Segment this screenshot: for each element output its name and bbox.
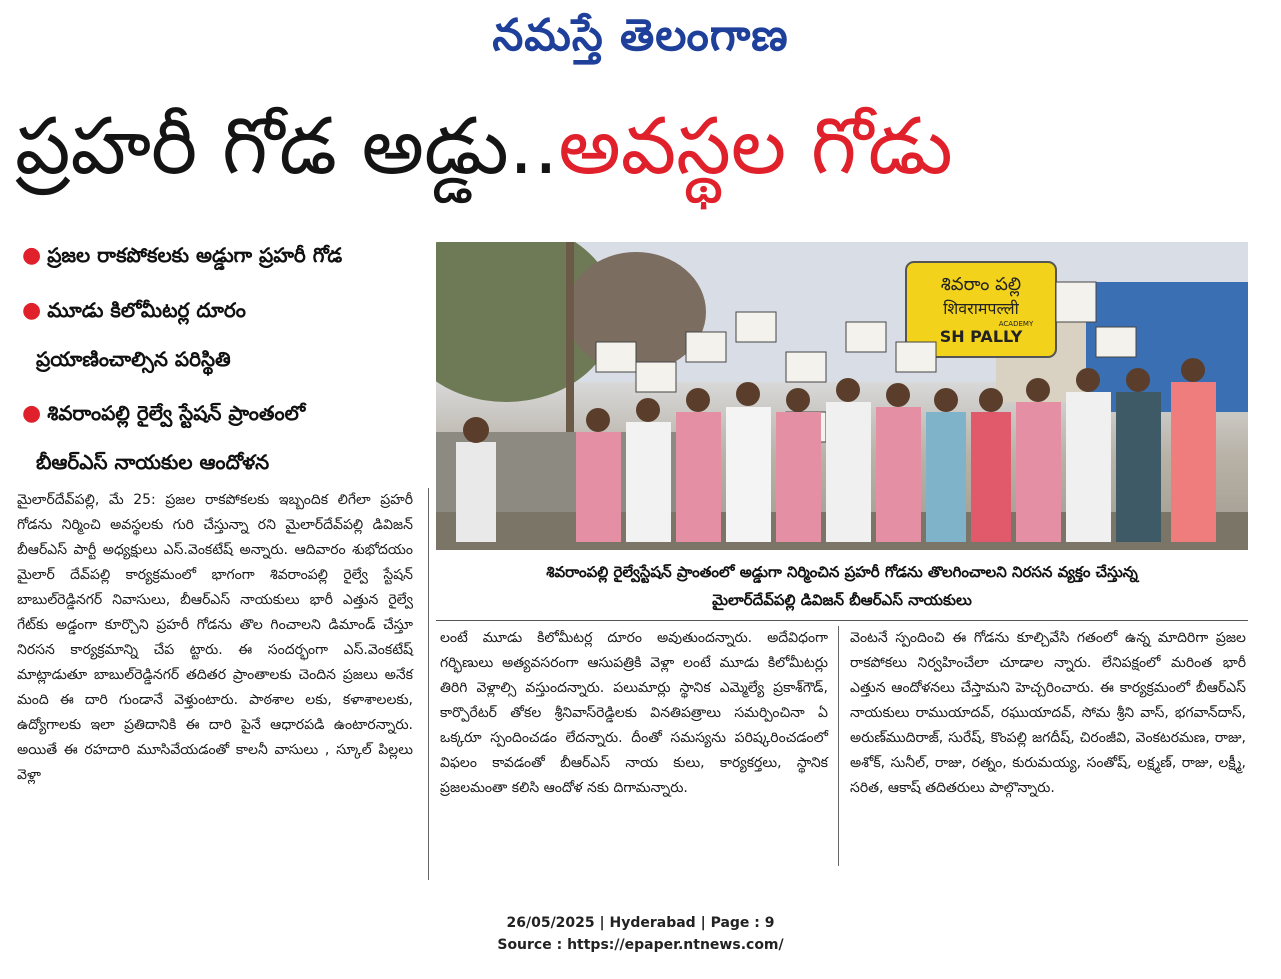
board-small: ACADEMY [998, 320, 1034, 328]
bullet-dot-icon: ● [22, 298, 42, 323]
bullet-item: ● మూడు కిలోమీటర్ల దూరం [22, 298, 246, 323]
bullet-list [22, 240, 422, 501]
column-divider [428, 488, 429, 880]
bullet-item: ● శివరాంపల్లి రైల్వే స్టేషన్ ప్రాంతంలో [22, 401, 306, 426]
bullet-dot-icon: ● [22, 401, 42, 426]
footer [0, 912, 1281, 956]
bullet-continuation: బీఆర్ఎస్ నాయకుల ఆందోళన [36, 450, 270, 474]
caption-divider [436, 620, 1248, 621]
headline-part2: అవస్థల గోడు [558, 102, 953, 192]
footer-date-line: 26/05/2025 | Hyderabad | Page : 9 [506, 915, 775, 931]
article-column-2: లంటే మూడు కిలోమీటర్ల దూరం అవుతుందన్నారు. అదేవిధంగా గర్భిణులు అత్యవసరంగా ఆసుపత్రికి వెళ్లా లంటే మూడు కిలోమీటర్లు తిరిగి వెళ్లాల్సి వస్తుందన్నారు. పలుమార్లు స్థానిక ఎమ్మెల్యే ప్రకాశ్‌గౌడ్, కార్పొరేటర్ తోకల శ్రీనివాస్‌రెడ్డిలకు వినతిపత్రాలు సమర్పించినా ఏ ఒక్కరూ స్పందించడం లేదన్నారు. దీంతో సమస్యను పరిష్కరించడంలో విఫలం కావడంతో బీఆర్ఎస్ నాయ కులు, కార్యకర్తలు, స్థానిక ప్రజలమంతా కలిసి ఆందోళ నకు దిగామన్నారు. [440, 630, 828, 796]
photo-caption [436, 558, 1248, 614]
bullet-dot-icon: ● [22, 243, 42, 268]
masthead: నమస్తే తెలంగాణ [492, 10, 789, 61]
caption-line-1: శివరాంపల్లి రైల్వేస్టేషన్ ప్రాంతంలో అడ్డుగా నిర్మించిన ప్రహరీ గోడను తొలగించాలని నిరసన వ్యక్తం చేస్తున్న [546, 563, 1138, 581]
column-divider [838, 626, 839, 866]
protest-photo [436, 242, 1248, 550]
headline [15, 92, 1265, 212]
bullet-item: ● ప్రజల రాకపోకలకు అడ్డుగా ప్రహరీ గోడ [22, 243, 343, 268]
headline-part1: ప్రహరీ గోడ అడ్డు.. [15, 102, 559, 192]
footer-source-line: Source : https://epaper.ntnews.com/ [497, 937, 784, 953]
caption-line-2: మైలార్‌దేవ్‌పల్లి డివిజన్ బీఆర్ఎస్ నాయకులు [712, 591, 972, 609]
bullet-continuation: ప్రయాణించాల్సిన పరిస్థితి [36, 347, 231, 371]
protest-photo-illustration [436, 242, 1248, 550]
board-english: SH PALLY [939, 327, 1023, 346]
article-column-1: మైలార్‌దేవ్‌పల్లి, మే 25: ప్రజల రాకపోకలకు ఇబ్బందిక లిగేలా ప్రహరీ గోడను నిర్మించి అవస్థలకు గురి చేస్తున్నా రని మైలార్‌దేవ్‌పల్లి డివిజన్ బీఆర్ఎస్ పార్టీ అధ్యక్షులు ఎస్.వెంకటేష్ అన్నారు. ఆదివారం శుభోదయం మైలార్ దేవ్‌పల్లి కార్యక్రమంలో భాగంగా శివరాంపల్లి రైల్వే స్టేషన్ బాబుల్‌రెడ్డినగర్ నివాసులు, బీఆర్ఎస్ నాయకులు భారీ ఎత్తున రైల్వే గేట్‌కు అడ్డంగా కూర్చొని ప్రహరీ గోడను తొల గించాలని డిమాండ్ చేస్తూ నిరసన కార్యక్రమాన్ని చేప ట్టారు. ఈ సందర్భంగా ఎస్.వెంకటేష్ మాట్లాడుతూ బాబుల్‌రెడ్డినగర్ తదితర ప్రాంతాలకు చెందిన ప్రజలు అనేక మంది ఈ దారి గుండానే వెళ్తుంటారు. పాఠశాల లకు, కళాశాలలకు, ఉద్యోగాలకు ఇలా ప్రతిదానికి ఈ దారి పైనే ఆధారపడి ఉంటారన్నారు. అయితే ఈ రహదారి మూసివేయడంతో కాలనీ వాసులు , స్కూల్ పిల్లలు వెళ్లా [17, 492, 413, 783]
board-telugu: శివరాం పల్లి [940, 274, 1022, 295]
board-hindi: शिवरामपल्ली [943, 299, 1019, 318]
article-column-3: వెంటనే స్పందించి ఈ గోడను కూల్చివేసి గతంలో ఉన్న మాదిరిగా ప్రజల రాకపోకలు నిర్వహించేలా చూడాల న్నారు. లేనిపక్షంలో మరింత భారీ ఎత్తున ఆందోళనలు చేస్తామని హెచ్చరించారు. ఈ కార్యక్రమంలో బీఆర్ఎస్ నాయకులు రాముయాదవ్, రఘుయాదవ్, సోమ శ్రీని వాస్, భగవాన్‌దాస్, అరుణ్‌ముదిరాజ్, సురేష్, కొంపల్లి జగదీష్, చిరంజీవి, వెంకటరమణ, రాజు, అశోక్, సునీల్, రాజు, రత్నం, కురుమయ్య, సంతోష్, లక్ష్మణ్, రాజు, లక్ష్మీ, సరిత, ఆకాష్ తదితరులు పాల్గొన్నారు. [850, 630, 1246, 796]
